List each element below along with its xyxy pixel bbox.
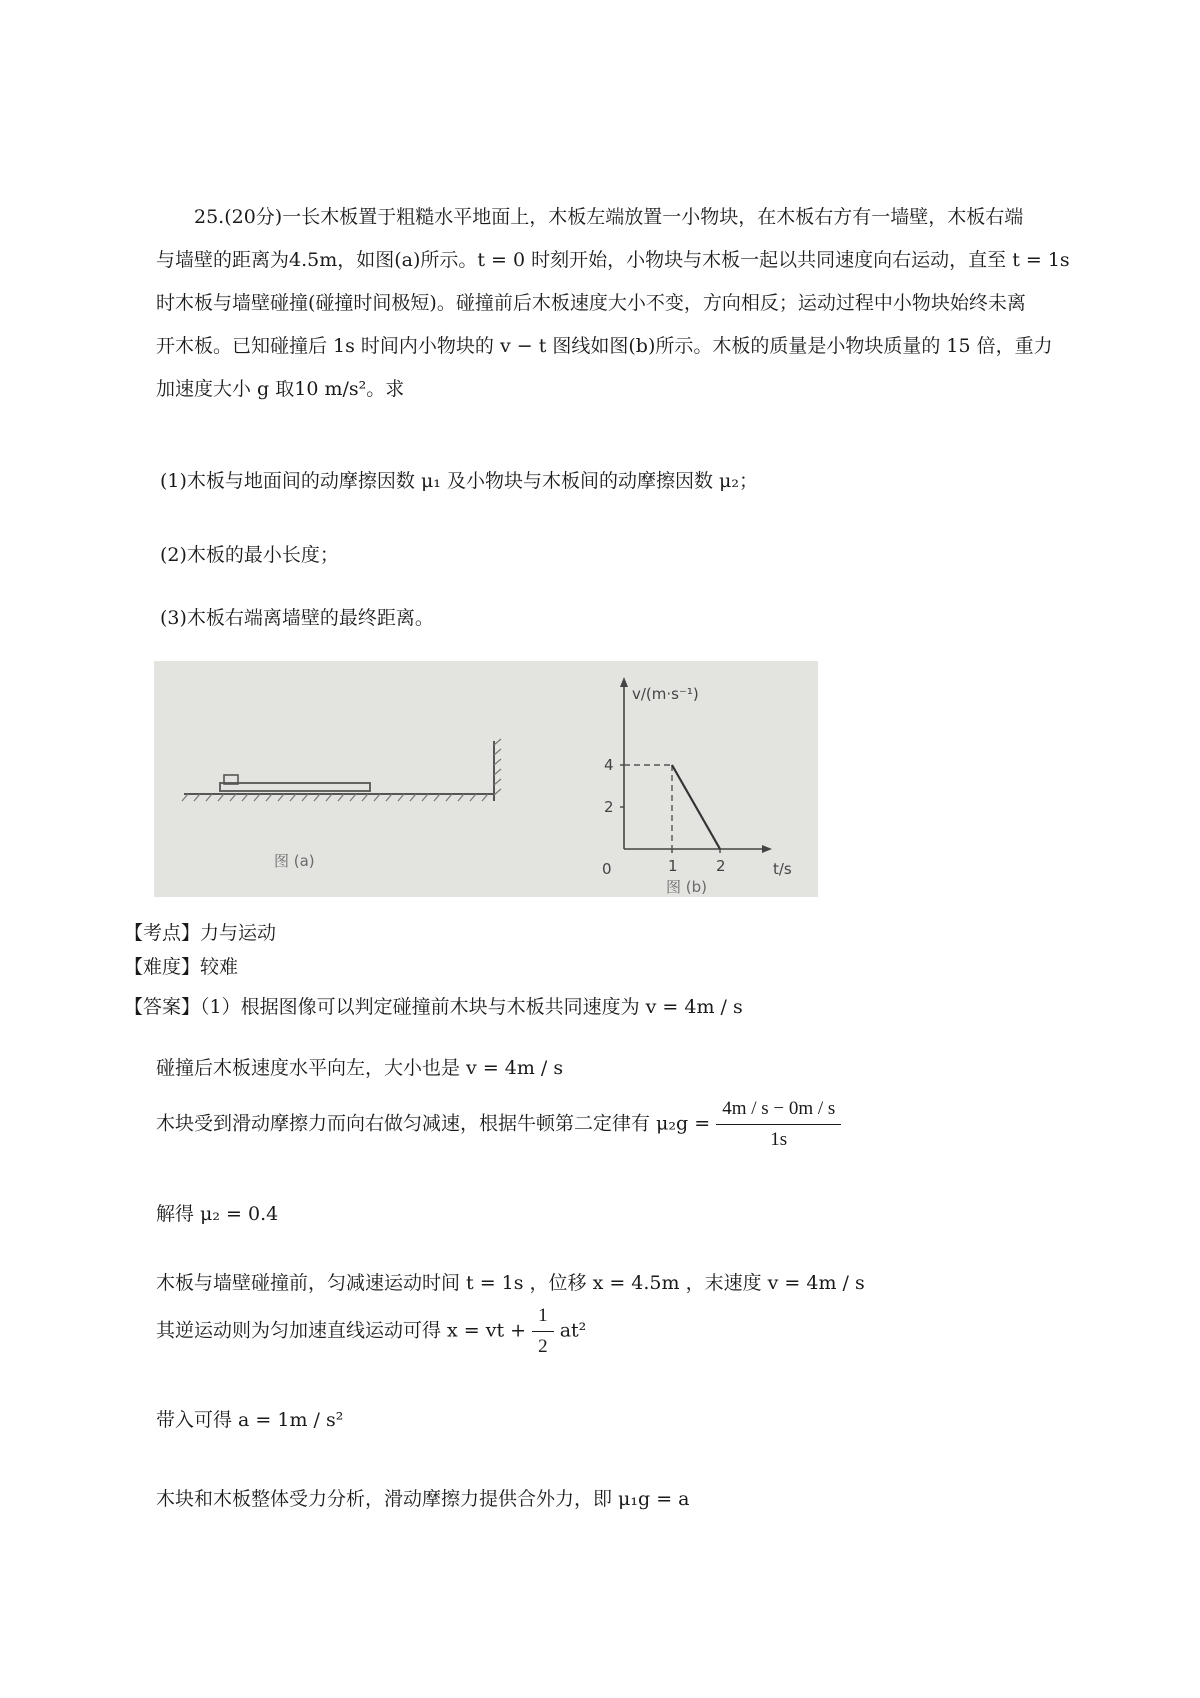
kaodian-label: 【考点】力与运动: [124, 922, 277, 944]
fraction-1-numerator: 4m / s − 0m / s: [716, 1098, 841, 1125]
x-axis-label: t/s: [773, 860, 792, 878]
question-3: (3)木板右端离墙壁的最终距离。: [160, 607, 434, 629]
x-tick-label-1: 1: [668, 857, 678, 875]
answer-part-1: （1）根据图像可以判定碰撞前木块与木板共同速度为 v = 4m / s: [200, 996, 743, 1018]
problem-statement: [156, 196, 1096, 411]
fraction-1-denominator: 1s: [770, 1129, 788, 1150]
stem-line-5: 加速度大小 g 取10 m/s²。求: [156, 378, 405, 400]
question-2: (2)木板的最小长度；: [160, 544, 339, 566]
nandu-label: 【难度】较难: [124, 956, 239, 978]
answer-line-4: 解得 μ₂ = 0.4: [156, 1203, 279, 1225]
wall-hatching: [494, 739, 501, 795]
figure-b-caption: 图 (b): [666, 878, 707, 896]
answer-line-6-tail: at²: [559, 1319, 587, 1342]
answer-line-3-text: 木块受到滑动摩擦力而向右做匀减速，根据牛顿第二定律有 μ₂g =: [156, 1112, 711, 1135]
figure-a-drawing: [182, 739, 501, 870]
ground-hatching: [182, 794, 488, 801]
fraction-1: [716, 1098, 841, 1151]
fraction-2-denominator: 2: [538, 1336, 548, 1357]
y-tick-label-4: 4: [604, 756, 614, 774]
stem-line-3: 时木板与墙壁碰撞(碰撞时间极短)。碰撞前后木板速度大小不变，方向相反；运动过程中小物块始终未离: [156, 292, 1026, 314]
answer-line-6: [156, 1305, 586, 1358]
stem-line-4: 开木板。已知碰撞后 1s 时间内小物块的 v − t 图线如图(b)所示。木板的质量是小物块质量的 15 倍，重力: [156, 335, 1053, 357]
answer-line-1: [124, 992, 743, 1019]
figure-a-caption: 图 (a): [274, 852, 315, 870]
figure-b-chart: [602, 677, 792, 896]
velocity-line: [672, 765, 720, 849]
answer-line-5: 木板与墙壁碰撞前，匀减速运动时间 t = 1s ，位移 x = 4.5m ，末速度 v = 4m / s: [156, 1272, 865, 1294]
answer-line-6-text: 其逆运动则为匀加速直线运动可得 x = vt +: [156, 1319, 527, 1342]
x-tick-label-2: 2: [716, 857, 726, 875]
fraction-2-numerator: 1: [532, 1305, 554, 1332]
origin-label: 0: [602, 860, 612, 878]
answer-prefix: 【答案】: [124, 996, 201, 1018]
answer-line-7: 带入可得 a = 1m / s²: [156, 1409, 344, 1431]
question-1: (1)木板与地面间的动摩擦因数 μ₁ 及小物块与木板间的动摩擦因数 μ₂；: [160, 470, 758, 492]
x-axis-arrow: [762, 845, 772, 853]
vt-marks: [604, 756, 726, 875]
y-axis-label: v/(m·s⁻¹): [632, 685, 699, 703]
y-axis-arrow: [620, 677, 628, 687]
y-tick-label-2: 2: [604, 798, 614, 816]
stem-line-1: 25.(20分)一长木板置于粗糙水平地面上，木板左端放置一小物块，在木板右方有一墙壁，木板右端: [194, 206, 1024, 228]
answer-line-3: [156, 1098, 841, 1151]
figure-svg: [154, 661, 818, 897]
wooden-board: [220, 783, 370, 791]
fraction-2: [532, 1305, 554, 1358]
stem-line-2: 与墙壁的距离为4.5m，如图(a)所示。t = 0 时刻开始，小物块与木板一起以共同速度向右运动，直至 t = 1s: [156, 249, 1070, 271]
figure-panel: [154, 661, 818, 897]
answer-line-2: 碰撞后木板速度水平向左，大小也是 v = 4m / s: [156, 1057, 564, 1079]
answer-line-8: 木块和木板整体受力分析，滑动摩擦力提供合外力，即 μ₁g = a: [156, 1488, 690, 1510]
